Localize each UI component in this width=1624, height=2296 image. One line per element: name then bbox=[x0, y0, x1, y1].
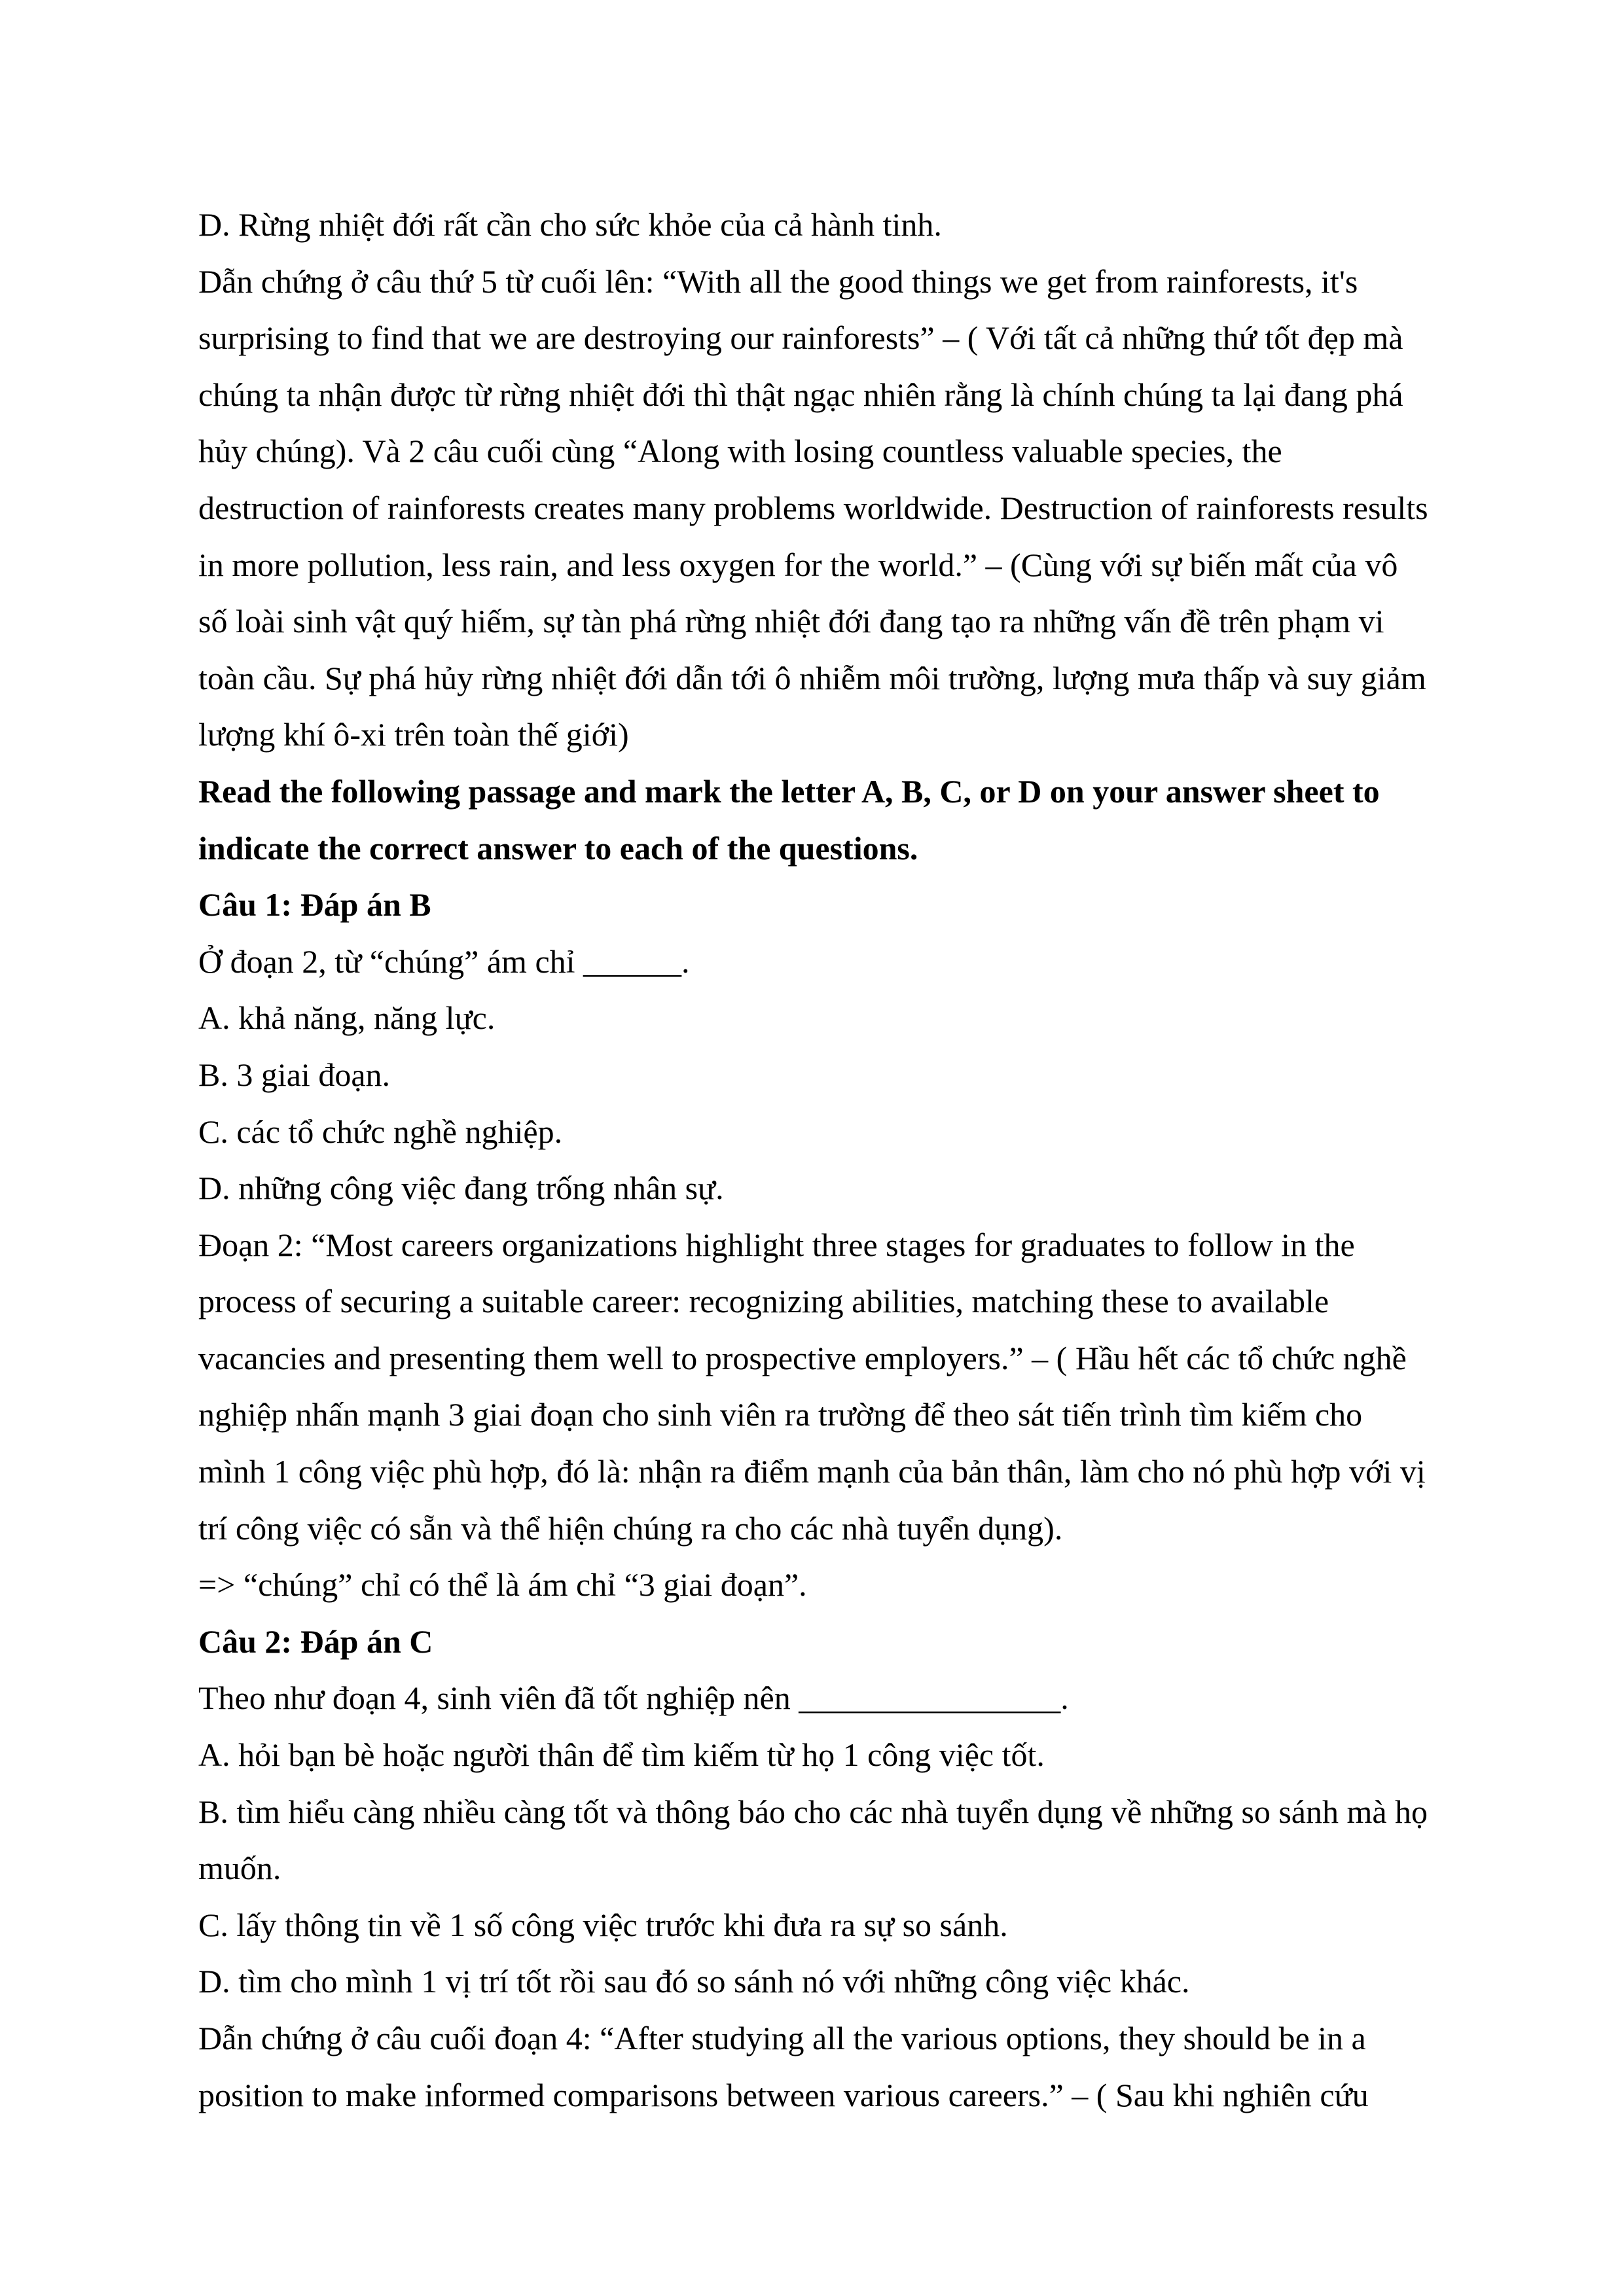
question-heading-line: Câu 2: Đáp án C bbox=[198, 1623, 433, 1660]
answer-option-line: A. hỏi bạn bè hoặc người thân để tìm kiếm từ họ 1 công việc tốt. bbox=[198, 1736, 1045, 1774]
instruction-line: Read the following passage and mark the letter A, B, C, or D on your answer sheet to bbox=[198, 772, 1380, 810]
conclusion-line: => “chúng” chỉ có thể là ám chỉ “3 giai đoạn”. bbox=[198, 1566, 807, 1604]
document-page bbox=[198, 196, 1442, 2123]
explanation-line: số loài sinh vật quý hiếm, sự tàn phá rừng nhiệt đới đang tạo ra những vấn đề trên phạm vi bbox=[198, 603, 1384, 640]
answer-option-line: C. lấy thông tin về 1 số công việc trước khi đưa ra sự so sánh. bbox=[198, 1906, 1008, 1943]
question-line: Theo như đoạn 4, sinh viên đã tốt nghiệp nên ________________. bbox=[198, 1679, 1069, 1717]
explanation-line: toàn cầu. Sự phá hủy rừng nhiệt đới dẫn tới ô nhiễm môi trường, lượng mưa thấp và suy giảm bbox=[198, 659, 1426, 696]
question-line: Ở đoạn 2, từ “chúng” ám chỉ ______. bbox=[198, 942, 690, 980]
answer-option-line: D. tìm cho mình 1 vị trí tốt rồi sau đó so sánh nó với những công việc khác. bbox=[198, 1963, 1190, 2000]
explanation-line: Dẫn chứng ở câu thứ 5 từ cuối lên: “With all the good things we get from rainforests, it's bbox=[198, 262, 1358, 300]
explanation-line: nghiệp nhấn mạnh 3 giai đoạn cho sinh viên ra trường để theo sát tiến trình tìm kiếm cho bbox=[198, 1396, 1363, 1433]
explanation-line: vacancies and presenting them well to prospective employers.” – ( Hầu hết các tổ chức nghề bbox=[198, 1339, 1407, 1376]
explanation-line: process of securing a suitable career: recognizing abilities, matching these to available bbox=[198, 1283, 1329, 1320]
instruction-line: indicate the correct answer to each of the questions. bbox=[198, 829, 918, 867]
explanation-line: Đoạn 2: “Most careers organizations highlight three stages for graduates to follow in the bbox=[198, 1226, 1355, 1263]
explanation-line: destruction of rainforests creates many problems worldwide. Destruction of rainforests results bbox=[198, 489, 1428, 526]
explanation-line: trí công việc có sẵn và thể hiện chúng ra cho các nhà tuyển dụng). bbox=[198, 1509, 1063, 1547]
explanation-line: position to make informed comparisons between various careers.” – ( Sau khi nghiên cứu bbox=[198, 2076, 1369, 2113]
explanation-line: in more pollution, less rain, and less oxygen for the world.” – (Cùng với sự biến mất của vô bbox=[198, 546, 1398, 583]
answer-option-line: muốn. bbox=[198, 1850, 281, 1887]
answer-option-line: C. các tổ chức nghề nghiệp. bbox=[198, 1113, 563, 1150]
explanation-line: lượng khí ô-xi trên toàn thế giới) bbox=[198, 716, 629, 753]
explanation-line: chúng ta nhận được từ rừng nhiệt đới thì thật ngạc nhiên rằng là chính chúng ta lại đang phá bbox=[198, 376, 1403, 413]
answer-option-line: D. những công việc đang trống nhân sự. bbox=[198, 1170, 724, 1207]
explanation-line: Dẫn chứng ở câu cuối đoạn 4: “After studying all the various options, they should be in a bbox=[198, 2020, 1366, 2056]
answer-option-line: B. 3 giai đoạn. bbox=[198, 1056, 391, 1093]
explanation-line: hủy chúng). Và 2 câu cuối cùng “Along with losing countless valuable species, the bbox=[198, 433, 1282, 470]
explanation-line: mình 1 công việc phù hợp, đó là: nhận ra điểm mạnh của bản thân, làm cho nó phù hợp với vị bbox=[198, 1453, 1426, 1490]
question-heading-line: Câu 1: Đáp án B bbox=[198, 886, 431, 924]
explanation-line: surprising to find that we are destroying our rainforests” – ( Với tất cả những thứ tốt đẹp mà bbox=[198, 319, 1403, 357]
answer-option-line: D. Rừng nhiệt đới rất cần cho sức khỏe của cả hành tinh. bbox=[198, 206, 942, 243]
answer-option-line: B. tìm hiểu càng nhiều càng tốt và thông báo cho các nhà tuyển dụng về những so sánh mà họ bbox=[198, 1793, 1428, 1830]
answer-option-line: A. khả năng, năng lực. bbox=[198, 999, 496, 1037]
